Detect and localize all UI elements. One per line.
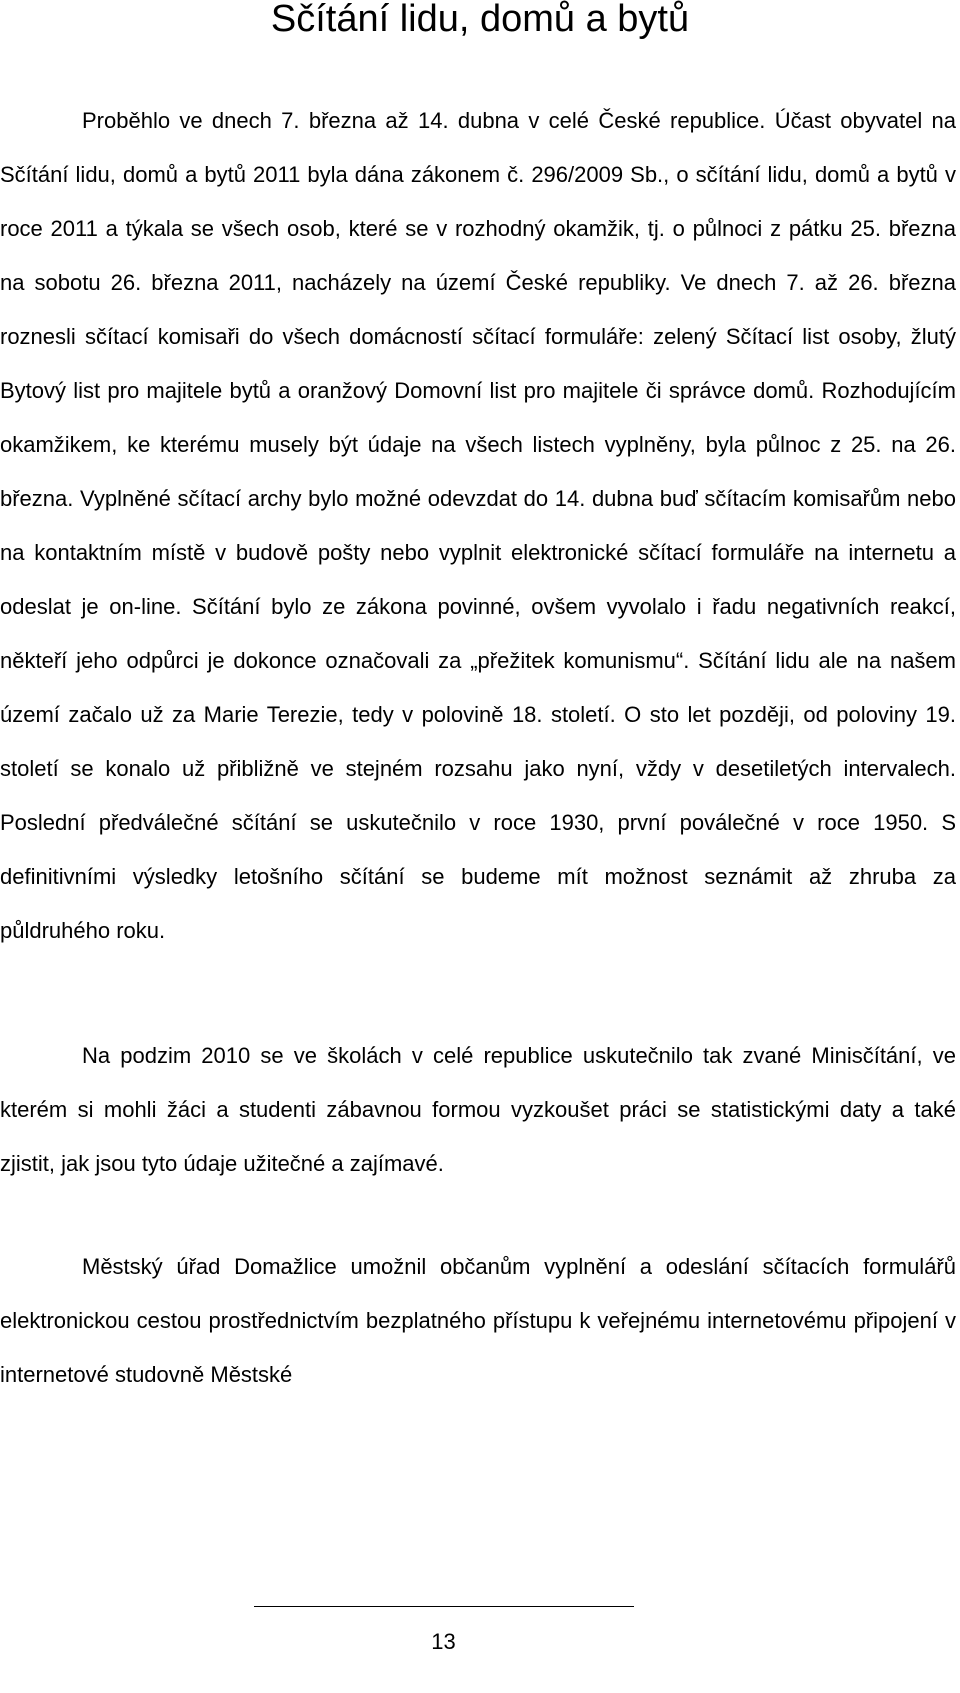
page-number: 13 [431, 1629, 456, 1654]
paragraph-minisčítání: Na podzim 2010 se ve školách v celé republice uskutečnilo tak zvané Minisčítání, ve kterém si mohli žáci a studenti zábavnou formou vyzkoušet práci se statistickými daty a také zjistit, jak jsou tyto údaje užitečné a zajímavé. [0, 1043, 956, 1176]
footer-divider [254, 1606, 634, 1607]
paragraph-domazlice-office: Městský úřad Domažlice umožnil občanům vyplnění a odeslání sčítacích formulářů elektronickou cestou prostřednictvím bezplatného přístupu k veřejnému internetovému připojení v internetové studovně Městské [0, 1254, 956, 1387]
page-title: Sčítání lidu, domů a bytů [270, 0, 690, 40]
paragraph-census-overview: Proběhlo ve dnech 7. března až 14. dubna v celé České republice. Účast obyvatel na Sčítání lidu, domů a bytů 2011 byla dána zákonem č. 296/2009 Sb., o sčítání lidu, domů a bytů v roce 2011 a týkala se všech osob, které se v rozhodný okamžik, tj. o půlnoci z pátku 25. března na sobotu 26. března 2011, nacházely na území České republiky. Ve dnech 7. až 26. března roznesli sčítací komisaři do všech domácností sčítací formuláře: zelený Sčítací list osoby, žlutý Bytový list pro majitele bytů a oranžový Domovní list pro majitele či správce domů. Rozhodujícím okamžikem, ke kterému musely být údaje na všech listech vyplněny, byla půlnoc z 25. na 26. března. Vyplněné sčítací archy bylo možné odevzdat do 14. dubna buď sčítacím komisařům nebo na kontaktním místě v budově pošty nebo vyplnit elektronické sčítací formuláře na internetu a odeslat je on-line. Sčítání bylo ze zákona povinné, ovšem vyvolalo i řadu negativních reakcí, někteří jeho odpůrci je dokonce označovali za „přežitek komunismu“. Sčítání lidu ale na našem území začalo už za Marie Terezie, tedy v polovině 18. století. O sto let později, od poloviny 19. století se konalo už přibližně ve stejném rozsahu jako nyní, vždy v desetiletých intervalech. Poslední předválečné sčítání se uskutečnilo v roce 1930, první poválečné v roce 1950. S definitivními výsledky letošního sčítání se budeme mít možnost seznámit až zhruba za půldruhého roku. [0, 108, 956, 943]
